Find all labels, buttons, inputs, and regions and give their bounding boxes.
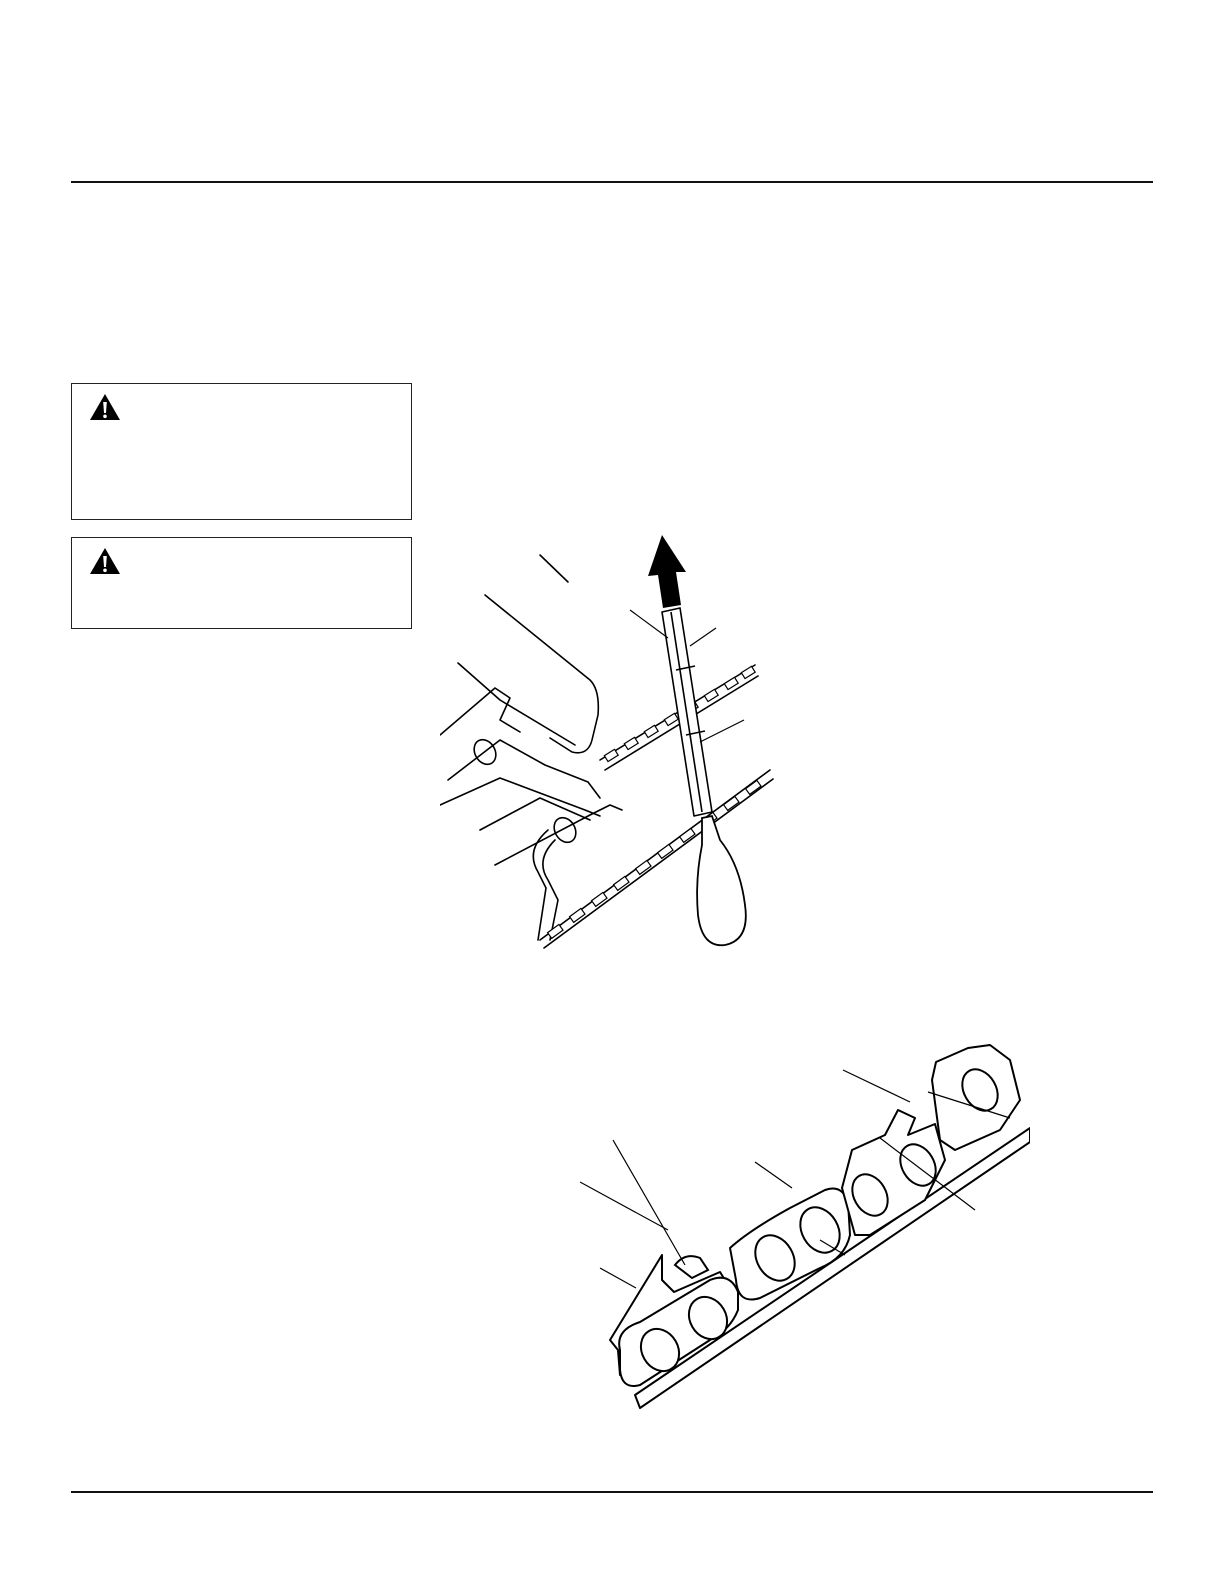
saw-chain-cutter-illustration — [580, 1040, 1030, 1410]
warning-box-1 — [71, 383, 412, 520]
warning-triangle-icon — [88, 392, 122, 422]
chain-file-sharpening-illustration — [440, 520, 780, 965]
warning-triangle-icon — [88, 546, 122, 576]
header-rule — [71, 181, 1153, 183]
warning-box-2 — [71, 537, 412, 629]
footer-rule — [71, 1491, 1153, 1493]
